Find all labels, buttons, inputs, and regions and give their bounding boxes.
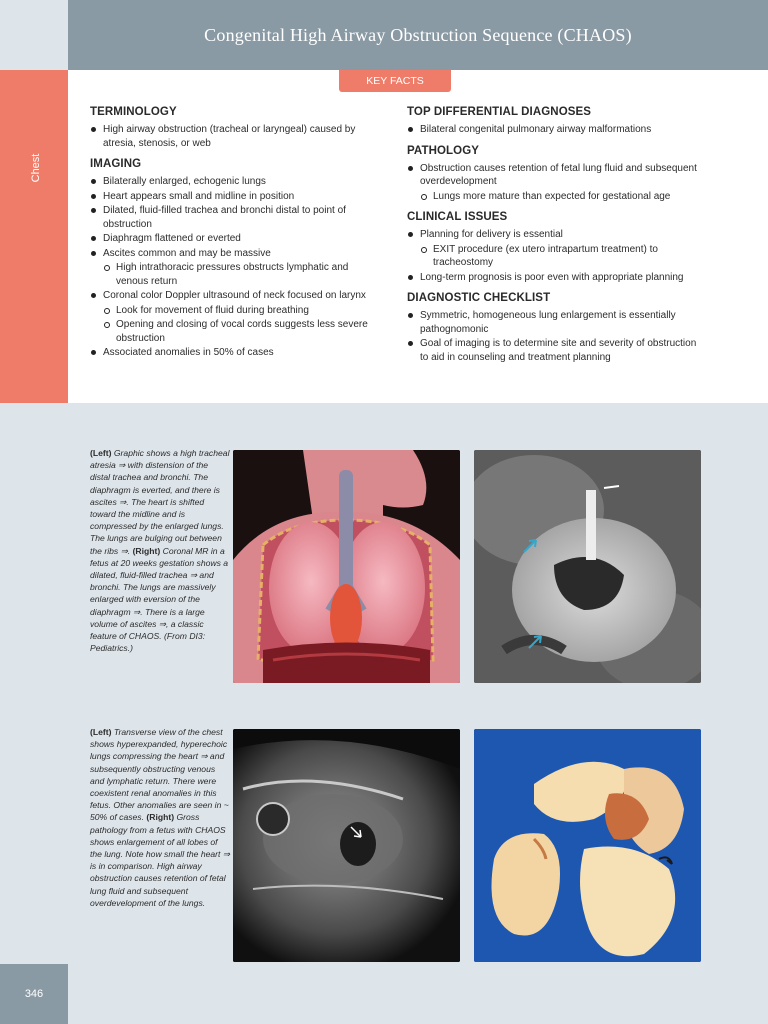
pathology-list <box>407 162 707 204</box>
chaos-illustration-image <box>233 450 460 683</box>
list-item: Bilaterally enlarged, echogenic lungs <box>90 175 382 189</box>
caption-right-text: Coronal MR in a fetus at 20 weeks gestation shows a dilated, fluid-filled trachea ⇒ and bronchi. The lungs are massively enlarged with eversion of the diaphragm ⇒. There is a large volume of ascites ⇒, a classic feature of CHAOS. (From DI3: Pediatrics.) <box>90 545 229 654</box>
list-item: Coronal color Doppler ultrasound of neck focused on larynx <box>90 289 382 303</box>
key-facts-tab <box>339 70 451 92</box>
caption-right-text: Gross pathology from a fetus with CHAOS shows enlargement of all lobes of the lung. Note how small the heart ⇒ is in comparison. High airway obstruction causes retention of fetal lung fluid and subsequent overdevelopment of the lungs. <box>90 812 231 908</box>
list-item: Ascites common and may be massive <box>90 247 382 261</box>
key-facts-panel <box>68 70 768 403</box>
list-item: Diaphragm flattened or everted <box>90 232 382 246</box>
imaging-list <box>90 175 382 360</box>
ultrasound-graphic <box>233 729 460 962</box>
page-title: Congenital High Airway Obstruction Sequence (CHAOS) <box>204 24 632 45</box>
mr-graphic <box>474 450 701 683</box>
list-subitem: Look for movement of fluid during breathing <box>103 304 382 318</box>
gross-pathology-image <box>474 729 701 962</box>
key-facts-left-column <box>90 106 382 368</box>
page-number-box <box>0 964 68 1024</box>
list-item: Planning for delivery is essential <box>407 228 707 242</box>
page-header <box>68 0 768 70</box>
figure-caption-2 <box>90 726 230 909</box>
figure-caption-1 <box>90 447 230 654</box>
section-heading: DIAGNOSTIC CHECKLIST <box>407 292 551 304</box>
key-facts-right-column <box>407 106 707 372</box>
terminology-list <box>90 123 382 150</box>
caption-left-label: (Left) <box>90 727 112 737</box>
list-subitem: High intrathoracic pressures obstructs lymphatic and venous return <box>103 261 382 288</box>
list-subitem: Opening and closing of vocal cords suggests less severe obstruction <box>103 318 382 345</box>
illustration-graphic <box>233 450 460 683</box>
chapter-label: Chest <box>30 153 42 183</box>
clinical-issues-list <box>407 228 707 284</box>
caption-left-label: (Left) <box>90 448 112 458</box>
chapter-side-tab <box>0 70 68 403</box>
section-heading: PATHOLOGY <box>407 144 480 157</box>
list-item: Symmetric, homogeneous lung enlargement is essentially pathognomonic <box>407 309 707 336</box>
list-item: Heart appears small and midline in position <box>90 190 382 204</box>
section-heading: CLINICAL ISSUES <box>407 211 508 223</box>
list-item: Obstruction causes retention of fetal lung fluid and subsequent overdevelopment <box>407 162 707 189</box>
section-heading: TOP DIFFERENTIAL DIAGNOSES <box>407 106 592 118</box>
transverse-ultrasound-image <box>233 729 460 962</box>
caption-right-label: (Right) <box>146 812 175 823</box>
list-item: Associated anomalies in 50% of cases <box>90 346 382 360</box>
caption-left-text: Transverse view of the chest shows hyperexpanded, hyperechoic lungs compressing the heart ⇒ and subsequently obstructing venous and lymphatic return. There were coexistent renal anomalies in this fetus. Other anomalies are seen in ~ 50% of cases. <box>90 727 229 823</box>
list-item: Bilateral congenital pulmonary airway malformations <box>407 123 707 137</box>
differential-list <box>407 123 707 137</box>
caption-left-text: Graphic shows a high tracheal atresia ⇒ with distension of the distal trachea and bronchi. The diaphragm is everted, and there is ascites ⇒. The heart is shifted toward the midline and is compressed by the enlarged lungs. The lungs are bulging out between the ribs ⇒. <box>90 448 230 556</box>
caption-right-label: (Right) <box>132 545 161 556</box>
section-heading: IMAGING <box>90 158 142 170</box>
pathology-graphic <box>474 729 701 962</box>
list-item: Dilated, fluid-filled trachea and bronchi distal to point of obstruction <box>90 204 382 231</box>
key-facts-tab-label: KEY FACTS <box>366 75 424 87</box>
coronal-mr-image <box>474 450 701 683</box>
section-heading: TERMINOLOGY <box>90 106 177 118</box>
list-subitem: Lungs more mature than expected for gestational age <box>420 190 707 204</box>
corner-block <box>0 0 68 70</box>
list-subitem: EXIT procedure (ex utero intrapartum treatment) to tracheostomy <box>420 243 707 270</box>
list-item: Goal of imaging is to determine site and severity of obstruction to aid in counseling and treatment planning <box>407 337 707 364</box>
page-number: 346 <box>24 988 44 1000</box>
list-item: Long-term prognosis is poor even with appropriate planning <box>407 271 707 285</box>
list-item: High airway obstruction (tracheal or laryngeal) caused by atresia, stenosis, or web <box>90 123 382 150</box>
diagnostic-checklist-list <box>407 309 707 364</box>
